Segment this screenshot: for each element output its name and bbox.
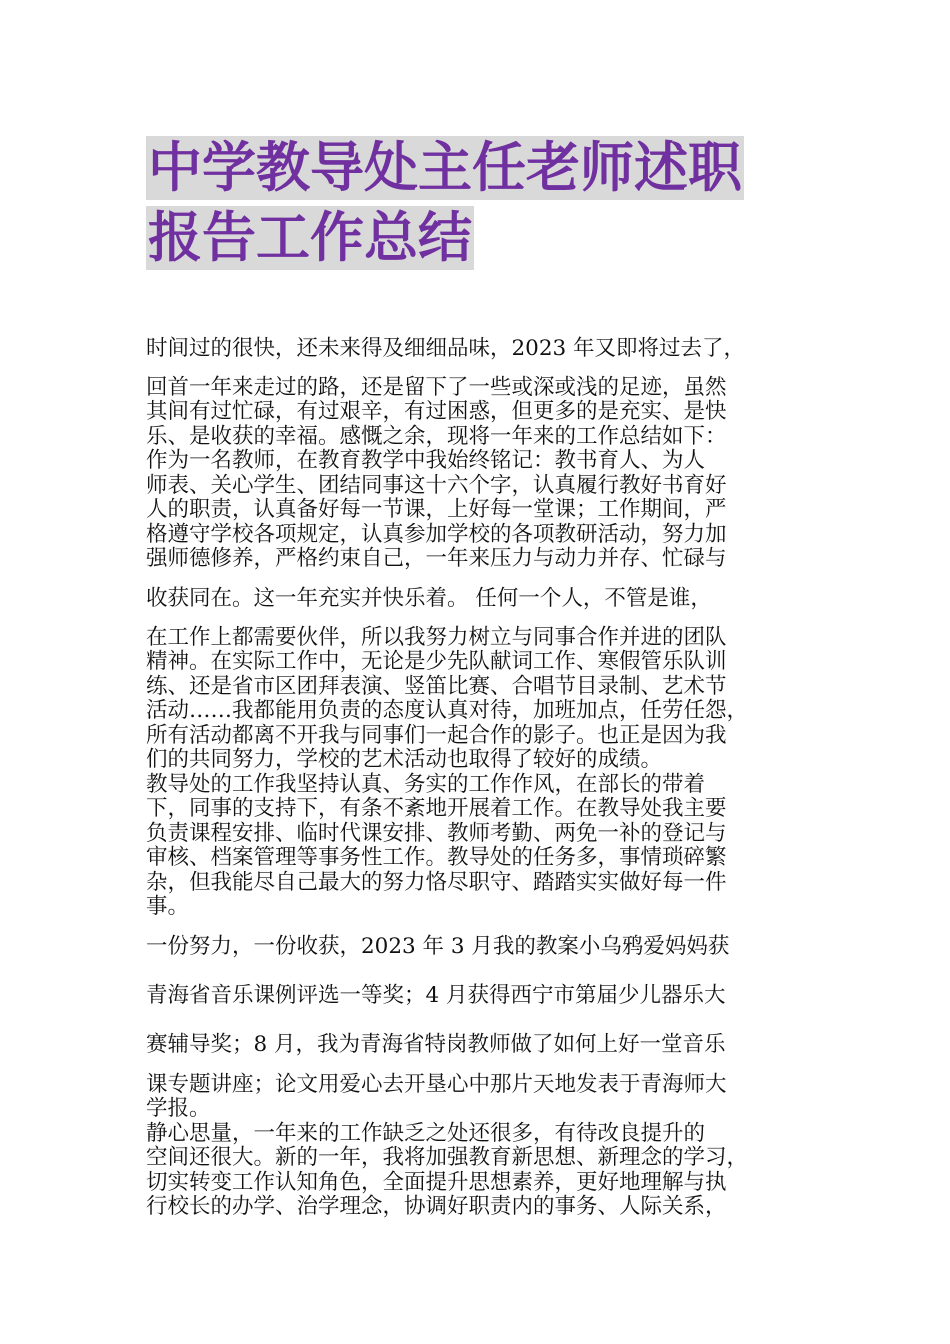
body-line: 活动……我都能用负责的态度认真对待，加班加点，任劳任怨，	[146, 698, 749, 723]
body-line: 强师德修养，严格约束自己，一年来压力与动力并存、忙碌与	[146, 546, 727, 571]
body-line: 练、还是省市区团拜表演、竖笛比赛、合唱节目录制、艺术节	[146, 674, 727, 699]
body-line: 人的职责，认真备好每一节课，上好每一堂课；工作期间，严	[146, 497, 727, 522]
body-line: 行校长的办学、治学理念，协调好职责内的事务、人际关系，	[146, 1194, 727, 1219]
body-line: 格遵守学校各项规定，认真参加学校的各项教研活动，努力加	[146, 522, 727, 547]
body-line: 乐、是收获的幸福。感慨之余，现将一年来的工作总结如下：	[146, 424, 727, 449]
body-line: 一份努力，一份收获，2023 年 3 月我的教案小乌鸦爱妈妈获	[146, 934, 730, 959]
body-line: 审核、档案管理等事务性工作。教导处的任务多，事情琐碎繁	[146, 845, 727, 870]
title-line-1: 中学教导处主任老师述职	[148, 136, 742, 199]
body-line: 青海省音乐课例评选一等奖；4 月获得西宁市第届少儿器乐大	[146, 983, 726, 1008]
body-line: 切实转变工作认知角色，全面提升思想素养，更好地理解与执	[146, 1170, 727, 1195]
body-line: 空间还很大。新的一年，我将加强教育新思想、新理念的学习，	[146, 1145, 749, 1170]
body-line: 事。	[146, 894, 190, 919]
body-line: 静心思量，一年来的工作缺乏之处还很多，有待改良提升的	[146, 1121, 706, 1146]
body-line: 赛辅导奖；8 月，我为青海省特岗教师做了如何上好一堂音乐	[146, 1032, 726, 1057]
body-line: 其间有过忙碌，有过艰辛，有过困惑，但更多的是充实、是快	[146, 399, 727, 424]
body-line: 师表、关心学生、团结同事这十六个字，认真履行教好书育好	[146, 473, 727, 498]
body-line: 精神。在实际工作中，无论是少先队献词工作、寒假管乐队训	[146, 649, 727, 674]
body-line: 在工作上都需要伙伴，所以我努力树立与同事合作并进的团队	[146, 625, 727, 650]
body-line: 课专题讲座；论文用爱心去开垦心中那片天地发表于青海师大	[146, 1072, 727, 1097]
body-line: 收获同在。这一年充实并快乐着。 任何一个人，不管是谁，	[146, 586, 712, 611]
body-line: 所有活动都离不开我与同事们一起合作的影子。也正是因为我	[146, 723, 727, 748]
body-line: 学报。	[146, 1096, 211, 1121]
body-line: 时间过的很快，还未来得及细细品味，2023 年又即将过去了，	[146, 336, 746, 361]
body-line: 们的共同努力，学校的艺术活动也取得了较好的成绩。	[146, 747, 663, 772]
body-line: 教导处的工作我坚持认真、务实的工作作风，在部长的带着	[146, 772, 706, 797]
body-line: 作为一名教师，在教育教学中我始终铭记：教书育人、为人	[146, 448, 706, 473]
title-line-2: 报告工作总结	[148, 206, 472, 269]
body-line: 杂，但我能尽自己最大的努力恪尽职守、踏踏实实做好每一件	[146, 870, 727, 895]
body-line: 负责课程安排、临时代课安排、教师考勤、两免一补的登记与	[146, 821, 727, 846]
body-line: 下，同事的支持下，有条不紊地开展着工作。在教导处我主要	[146, 796, 727, 821]
body-line: 回首一年来走过的路，还是留下了一些或深或浅的足迹，虽然	[146, 375, 727, 400]
